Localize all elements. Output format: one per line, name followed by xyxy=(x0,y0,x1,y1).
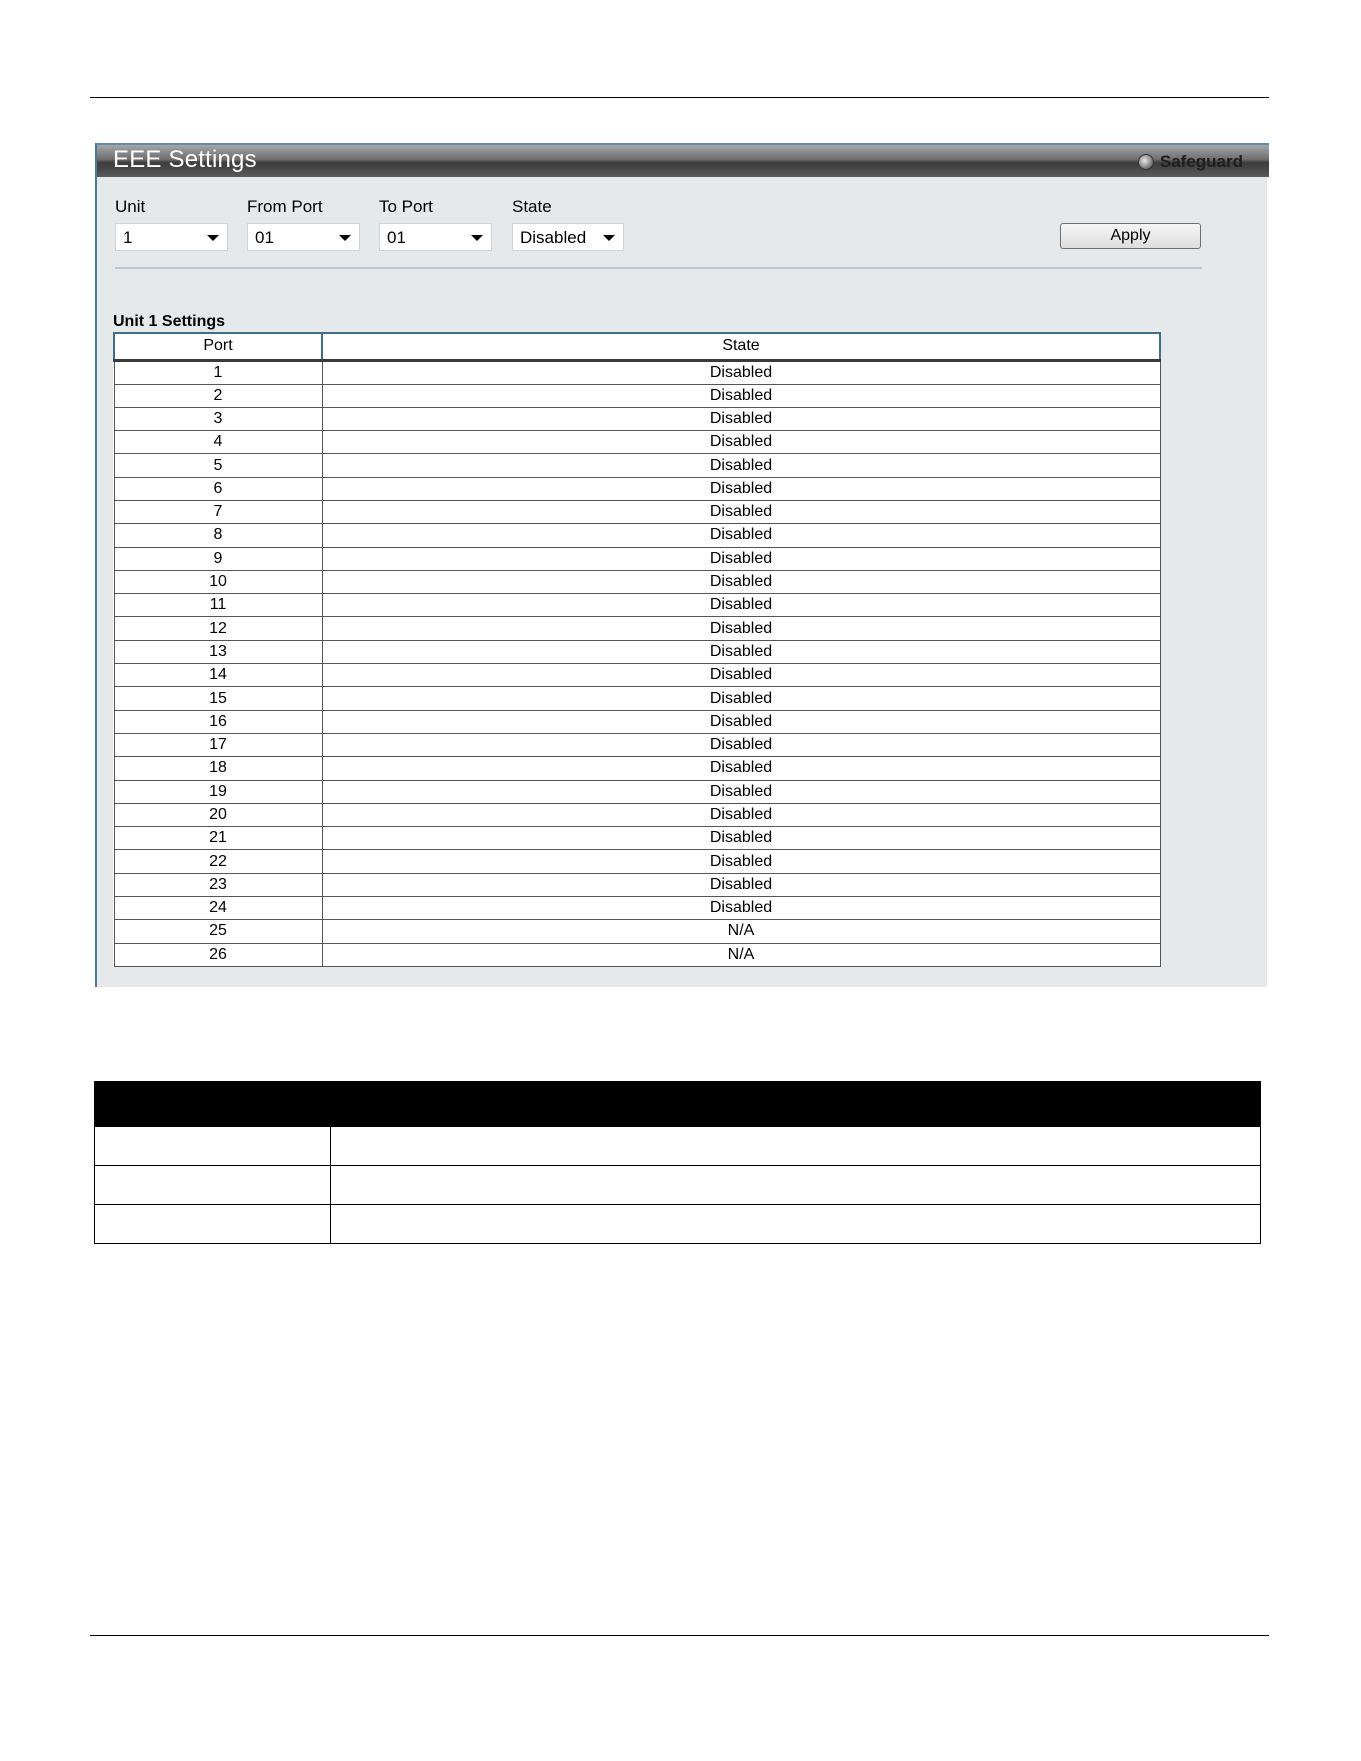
panel-title: EEE Settings xyxy=(113,146,257,173)
description-table-row xyxy=(94,1166,1261,1205)
chevron-down-icon xyxy=(471,235,483,241)
safeguard-label: Safeguard xyxy=(1159,152,1243,171)
port-cell: 3 xyxy=(114,407,322,430)
port-cell: 12 xyxy=(114,617,322,640)
port-cell: 8 xyxy=(114,524,322,547)
table-header-row xyxy=(114,333,1160,360)
page-top-rule xyxy=(90,97,1269,98)
port-cell: 26 xyxy=(114,943,322,966)
from-port-select[interactable] xyxy=(247,223,360,251)
state-cell: Disabled xyxy=(322,570,1160,593)
table-row xyxy=(114,594,1160,617)
state-cell: Disabled xyxy=(322,897,1160,920)
description-cell-description xyxy=(331,1166,1260,1204)
table-row xyxy=(114,640,1160,663)
table-row xyxy=(114,454,1160,477)
port-cell: 9 xyxy=(114,547,322,570)
port-cell: 6 xyxy=(114,477,322,500)
panel-header xyxy=(97,143,1269,177)
apply-button[interactable]: Apply xyxy=(1060,223,1201,249)
state-cell: Disabled xyxy=(322,547,1160,570)
table-row xyxy=(114,920,1160,943)
state-select-value: Disabled xyxy=(520,228,587,247)
safeguard-indicator[interactable] xyxy=(1138,152,1243,172)
table-row xyxy=(114,897,1160,920)
port-cell: 7 xyxy=(114,500,322,523)
table-row xyxy=(114,431,1160,454)
state-cell: Disabled xyxy=(322,664,1160,687)
description-cell-parameter xyxy=(95,1205,331,1243)
port-cell: 13 xyxy=(114,640,322,663)
table-row xyxy=(114,360,1160,384)
column-header-state: State xyxy=(322,333,1160,360)
port-cell: 2 xyxy=(114,384,322,407)
description-table-row xyxy=(94,1205,1261,1244)
port-cell: 14 xyxy=(114,664,322,687)
port-cell: 16 xyxy=(114,710,322,733)
description-cell-parameter xyxy=(95,1166,331,1204)
state-cell: Disabled xyxy=(322,454,1160,477)
state-cell: Disabled xyxy=(322,687,1160,710)
table-row xyxy=(114,827,1160,850)
state-select[interactable] xyxy=(512,223,624,251)
state-cell: Disabled xyxy=(322,640,1160,663)
port-cell: 17 xyxy=(114,733,322,756)
state-cell: Disabled xyxy=(322,780,1160,803)
table-row xyxy=(114,803,1160,826)
state-cell: Disabled xyxy=(322,477,1160,500)
eee-settings-panel xyxy=(95,143,1267,987)
port-cell: 11 xyxy=(114,594,322,617)
port-cell: 15 xyxy=(114,687,322,710)
description-cell-description xyxy=(331,1205,1260,1243)
state-cell: Disabled xyxy=(322,803,1160,826)
state-cell: Disabled xyxy=(322,524,1160,547)
port-cell: 21 xyxy=(114,827,322,850)
state-cell: Disabled xyxy=(322,500,1160,523)
table-row xyxy=(114,547,1160,570)
table-row xyxy=(114,407,1160,430)
column-header-port: Port xyxy=(114,333,322,360)
state-cell: Disabled xyxy=(322,407,1160,430)
unit-select[interactable] xyxy=(115,223,228,251)
table-row xyxy=(114,524,1160,547)
chevron-down-icon xyxy=(603,235,615,241)
state-cell: N/A xyxy=(322,920,1160,943)
to-port-label: To Port xyxy=(379,197,433,216)
table-row xyxy=(114,617,1160,640)
port-cell: 10 xyxy=(114,570,322,593)
state-cell: N/A xyxy=(322,943,1160,966)
state-cell: Disabled xyxy=(322,431,1160,454)
chevron-down-icon xyxy=(207,235,219,241)
page-bottom-rule xyxy=(90,1635,1269,1636)
state-label: State xyxy=(512,197,552,216)
state-cell: Disabled xyxy=(322,710,1160,733)
from-port-select-value: 01 xyxy=(255,228,274,247)
form-divider xyxy=(115,267,1202,269)
table-row xyxy=(114,710,1160,733)
state-cell: Disabled xyxy=(322,850,1160,873)
state-cell: Disabled xyxy=(322,733,1160,756)
table-row xyxy=(114,570,1160,593)
table-row xyxy=(114,664,1160,687)
table-row xyxy=(114,733,1160,756)
port-cell: 22 xyxy=(114,850,322,873)
description-cell-parameter xyxy=(95,1127,331,1165)
description-cell-description xyxy=(331,1127,1260,1165)
table-row xyxy=(114,850,1160,873)
state-cell: Disabled xyxy=(322,757,1160,780)
from-port-label: From Port xyxy=(247,197,323,216)
port-cell: 1 xyxy=(114,360,322,384)
port-cell: 25 xyxy=(114,920,322,943)
to-port-select[interactable] xyxy=(379,223,492,251)
table-row xyxy=(114,500,1160,523)
safeguard-status-icon xyxy=(1138,154,1154,170)
port-cell: 4 xyxy=(114,431,322,454)
state-cell: Disabled xyxy=(322,827,1160,850)
state-cell: Disabled xyxy=(322,594,1160,617)
port-cell: 5 xyxy=(114,454,322,477)
state-cell: Disabled xyxy=(322,384,1160,407)
port-cell: 19 xyxy=(114,780,322,803)
state-cell: Disabled xyxy=(322,360,1160,384)
table-row xyxy=(114,780,1160,803)
state-cell: Disabled xyxy=(322,873,1160,896)
port-cell: 18 xyxy=(114,757,322,780)
table-row xyxy=(114,943,1160,966)
state-cell: Disabled xyxy=(322,617,1160,640)
table-row xyxy=(114,687,1160,710)
unit-label: Unit xyxy=(115,197,146,216)
description-table-row xyxy=(94,1127,1261,1166)
to-port-select-value: 01 xyxy=(387,228,406,247)
chevron-down-icon xyxy=(339,235,351,241)
table-caption: Unit 1 Settings xyxy=(113,313,226,330)
table-row xyxy=(114,384,1160,407)
table-row xyxy=(114,757,1160,780)
unit-settings-table xyxy=(113,332,1161,967)
table-row xyxy=(114,873,1160,896)
port-cell: 23 xyxy=(114,873,322,896)
port-cell: 20 xyxy=(114,803,322,826)
description-table xyxy=(94,1081,1261,1244)
description-table-header xyxy=(94,1081,1261,1127)
port-cell: 24 xyxy=(114,897,322,920)
unit-select-value: 1 xyxy=(123,228,133,247)
table-row xyxy=(114,477,1160,500)
